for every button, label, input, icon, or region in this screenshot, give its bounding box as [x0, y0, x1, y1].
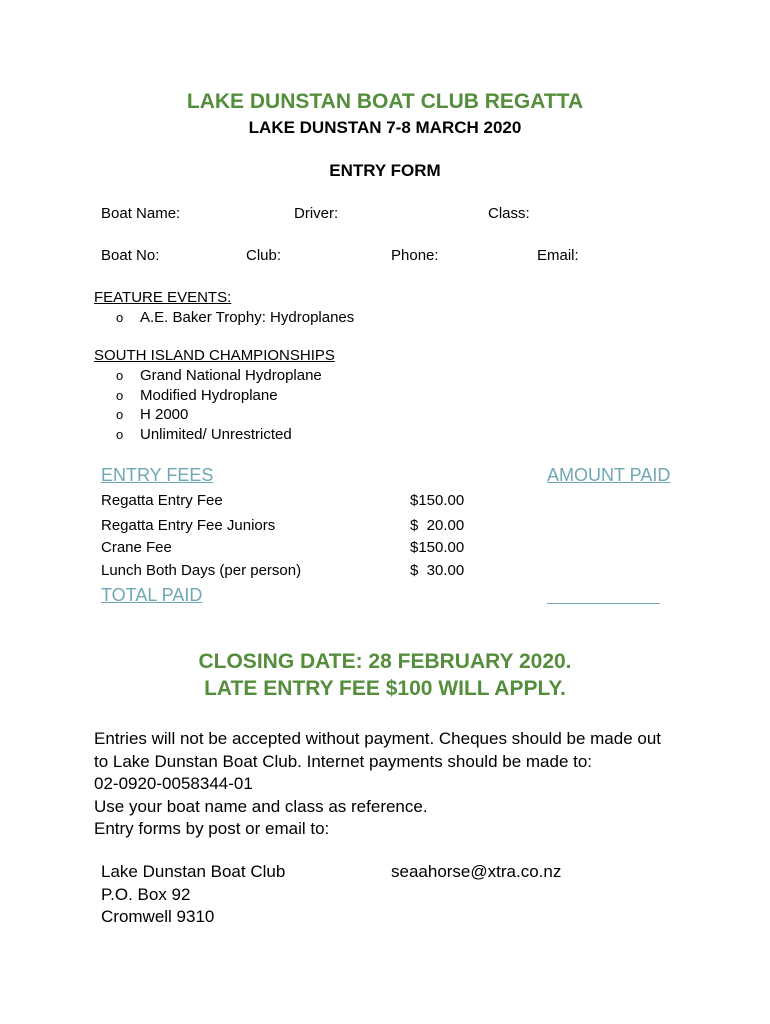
fee-label: Regatta Entry Fee	[101, 492, 223, 509]
fee-amount: $ 30.00	[410, 562, 465, 579]
bullet-icon: o	[116, 387, 124, 403]
bullet-icon: o	[116, 426, 124, 442]
feature-events-heading: FEATURE EVENTS:	[94, 289, 232, 306]
page-title: LAKE DUNSTAN BOAT CLUB REGATTA	[186, 90, 584, 113]
address-line: Cromwell 9310	[101, 907, 215, 926]
entry-fees-heading: ENTRY FEES	[101, 465, 214, 485]
championships-list	[116, 366, 322, 444]
championships-heading: SOUTH ISLAND CHAMPIONSHIPS	[94, 347, 335, 364]
fee-label: Crane Fee	[101, 539, 172, 556]
closing-date: CLOSING DATE: 28 FEBRUARY 2020.	[198, 650, 572, 673]
address-line: P.O. Box 92	[101, 884, 191, 904]
event-date-subtitle: LAKE DUNSTAN 7-8 MARCH 2020	[248, 118, 522, 137]
bullet-icon: o	[116, 407, 124, 422]
fee-amount: $150.00	[410, 492, 465, 509]
email-field: Email:	[537, 247, 579, 264]
instructions	[94, 728, 661, 841]
phone-field: Phone:	[391, 247, 439, 264]
boat-name-field: Boat Name:	[101, 205, 181, 222]
fee-amount: $150.00	[410, 539, 465, 556]
bank-account-number: 02-0920-0058344-01	[94, 774, 253, 793]
contact-email: seaahorse@xtra.co.nz	[391, 862, 562, 881]
fee-label: Regatta Entry Fee Juniors	[101, 517, 276, 534]
list-item: o H 2000	[116, 406, 189, 423]
instruction-line: Entries will not be accepted without payment. Cheques should be made out	[94, 729, 662, 748]
amount-paid-heading: AMOUNT PAID	[547, 465, 671, 485]
bullet-icon: o	[116, 368, 124, 383]
club-field: Club:	[246, 247, 282, 264]
instruction-line: Entry forms by post or email to:	[94, 819, 330, 838]
list-item: o A.E. Baker Trophy: Hydroplanes	[116, 309, 355, 326]
feature-events-list	[116, 308, 354, 328]
instruction-line: to Lake Dunstan Boat Club. Internet payments should be made to:	[94, 751, 593, 771]
fee-label: Lunch Both Days (per person)	[101, 562, 302, 579]
list-item: o Modified Hydroplane	[116, 386, 278, 404]
late-entry-fee: LATE ENTRY FEE $100 WILL APPLY.	[204, 677, 566, 700]
address-line: Lake Dunstan Boat Club	[101, 862, 286, 881]
fee-amount: $ 20.00	[410, 517, 465, 534]
total-paid-label: TOTAL PAID	[101, 585, 203, 605]
postal-address	[101, 861, 285, 929]
boat-no-field: Boat No:	[101, 247, 160, 264]
list-item: o Grand National Hydroplane	[116, 367, 322, 384]
total-paid-line	[547, 603, 660, 604]
bullet-icon: o	[116, 310, 124, 325]
form-title: ENTRY FORM	[329, 161, 441, 180]
class-field: Class:	[488, 205, 530, 222]
driver-field: Driver:	[294, 205, 339, 222]
list-item: o Unlimited/ Unrestricted	[116, 425, 292, 443]
instruction-line: Use your boat name and class as reference.	[94, 796, 428, 816]
